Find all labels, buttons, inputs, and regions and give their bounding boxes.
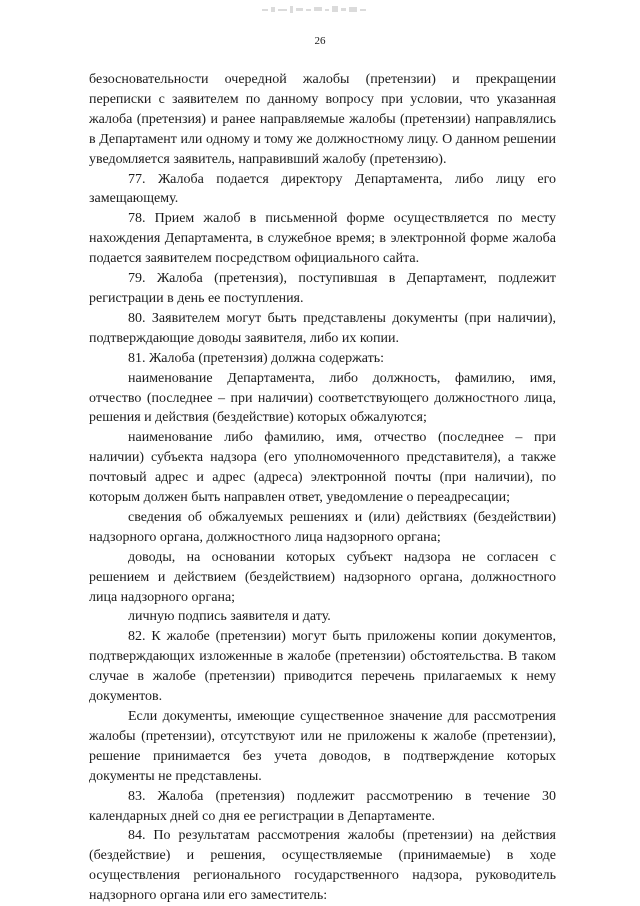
paragraph: сведения об обжалуемых решениях и (или) действиях (бездействии) надзорного органа, должностного лица надзорного органа; — [89, 509, 556, 545]
paragraph: 84. По результатам рассмотрения жалобы (претензии) на действия (бездействие) и решения, осуществляемые (принимаемые) в ходе осуществления регионального государственного надзора, руководитель надзорного органа или его заместитель: — [89, 828, 556, 904]
paragraph: 83. Жалоба (претензия) подлежит рассмотрению в течение 30 календарных дней со дня ее регистрации в Департаменте. — [89, 788, 556, 824]
paragraph: наименование либо фамилию, имя, отчество (последнее – при наличии) субъекта надзора (его уполномоченного представителя), а также почтовый адрес и адрес (адреса) электронной почты (при наличии), по которым должен быть направлен ответ, уведомление о переадресации; — [89, 430, 556, 506]
paragraph: личную подпись заявителя и дату. — [128, 609, 331, 625]
paragraph: Если документы, имеющие существенное значение для рассмотрения жалобы (претензии), отсутствуют или не приложены к жалобе (претензии), решение принимается без учета доводов, в подтверждение которых документы не представлены. — [89, 709, 556, 784]
paragraph: 79. Жалоба (претензия), поступившая в Департамент, подлежит регистрации в день ее поступления. — [89, 271, 556, 306]
document-body — [89, 70, 556, 906]
page-number: 26 — [314, 35, 326, 47]
paragraph: 80. Заявителем могут быть представлены документы (при наличии), подтверждающие доводы заявителя, либо их копии. — [89, 310, 556, 346]
paragraph: 82. К жалобе (претензии) могут быть приложены копии документов, подтверждающих изложенные в жалобе (претензии) обстоятельства. В таком случае в жалобе (претензии) приводится перечень прилагаемых к нему документов. — [89, 629, 556, 705]
header-stamp-mark — [262, 6, 366, 14]
paragraph: безосновательности очередной жалобы (претензии) и прекращении переписки с заявителем по данному вопросу при условии, что указанная жалоба (претензия) и ранее направляемые жалобы (претензии) направлялись в Департамент или одному и тому же должностному лицу. О данном решении уведомляется заявитель, направивший жалобу (претензию). — [89, 72, 556, 167]
paragraph: 78. Прием жалоб в письменной форме осуществляется по месту нахождения Департамента, в служебное время; в электронной форме жалоба подается заявителем посредством официального сайта. — [89, 211, 556, 267]
paragraph: доводы, на основании которых субъект надзора не согласен с решением и действием (бездействием) надзорного органа, должностного лица надзорного органа; — [89, 549, 556, 605]
paragraph: 81. Жалоба (претензия) должна содержать: — [128, 350, 385, 366]
paragraph: наименование Департамента, либо должность, фамилию, имя, отчество (последнее – при наличии) соответствующего должностного лица, решения и действия (бездействие) которых обжалуются; — [89, 370, 556, 426]
paragraph: 77. Жалоба подается директору Департамента, либо лицу его замещающему. — [89, 171, 556, 207]
